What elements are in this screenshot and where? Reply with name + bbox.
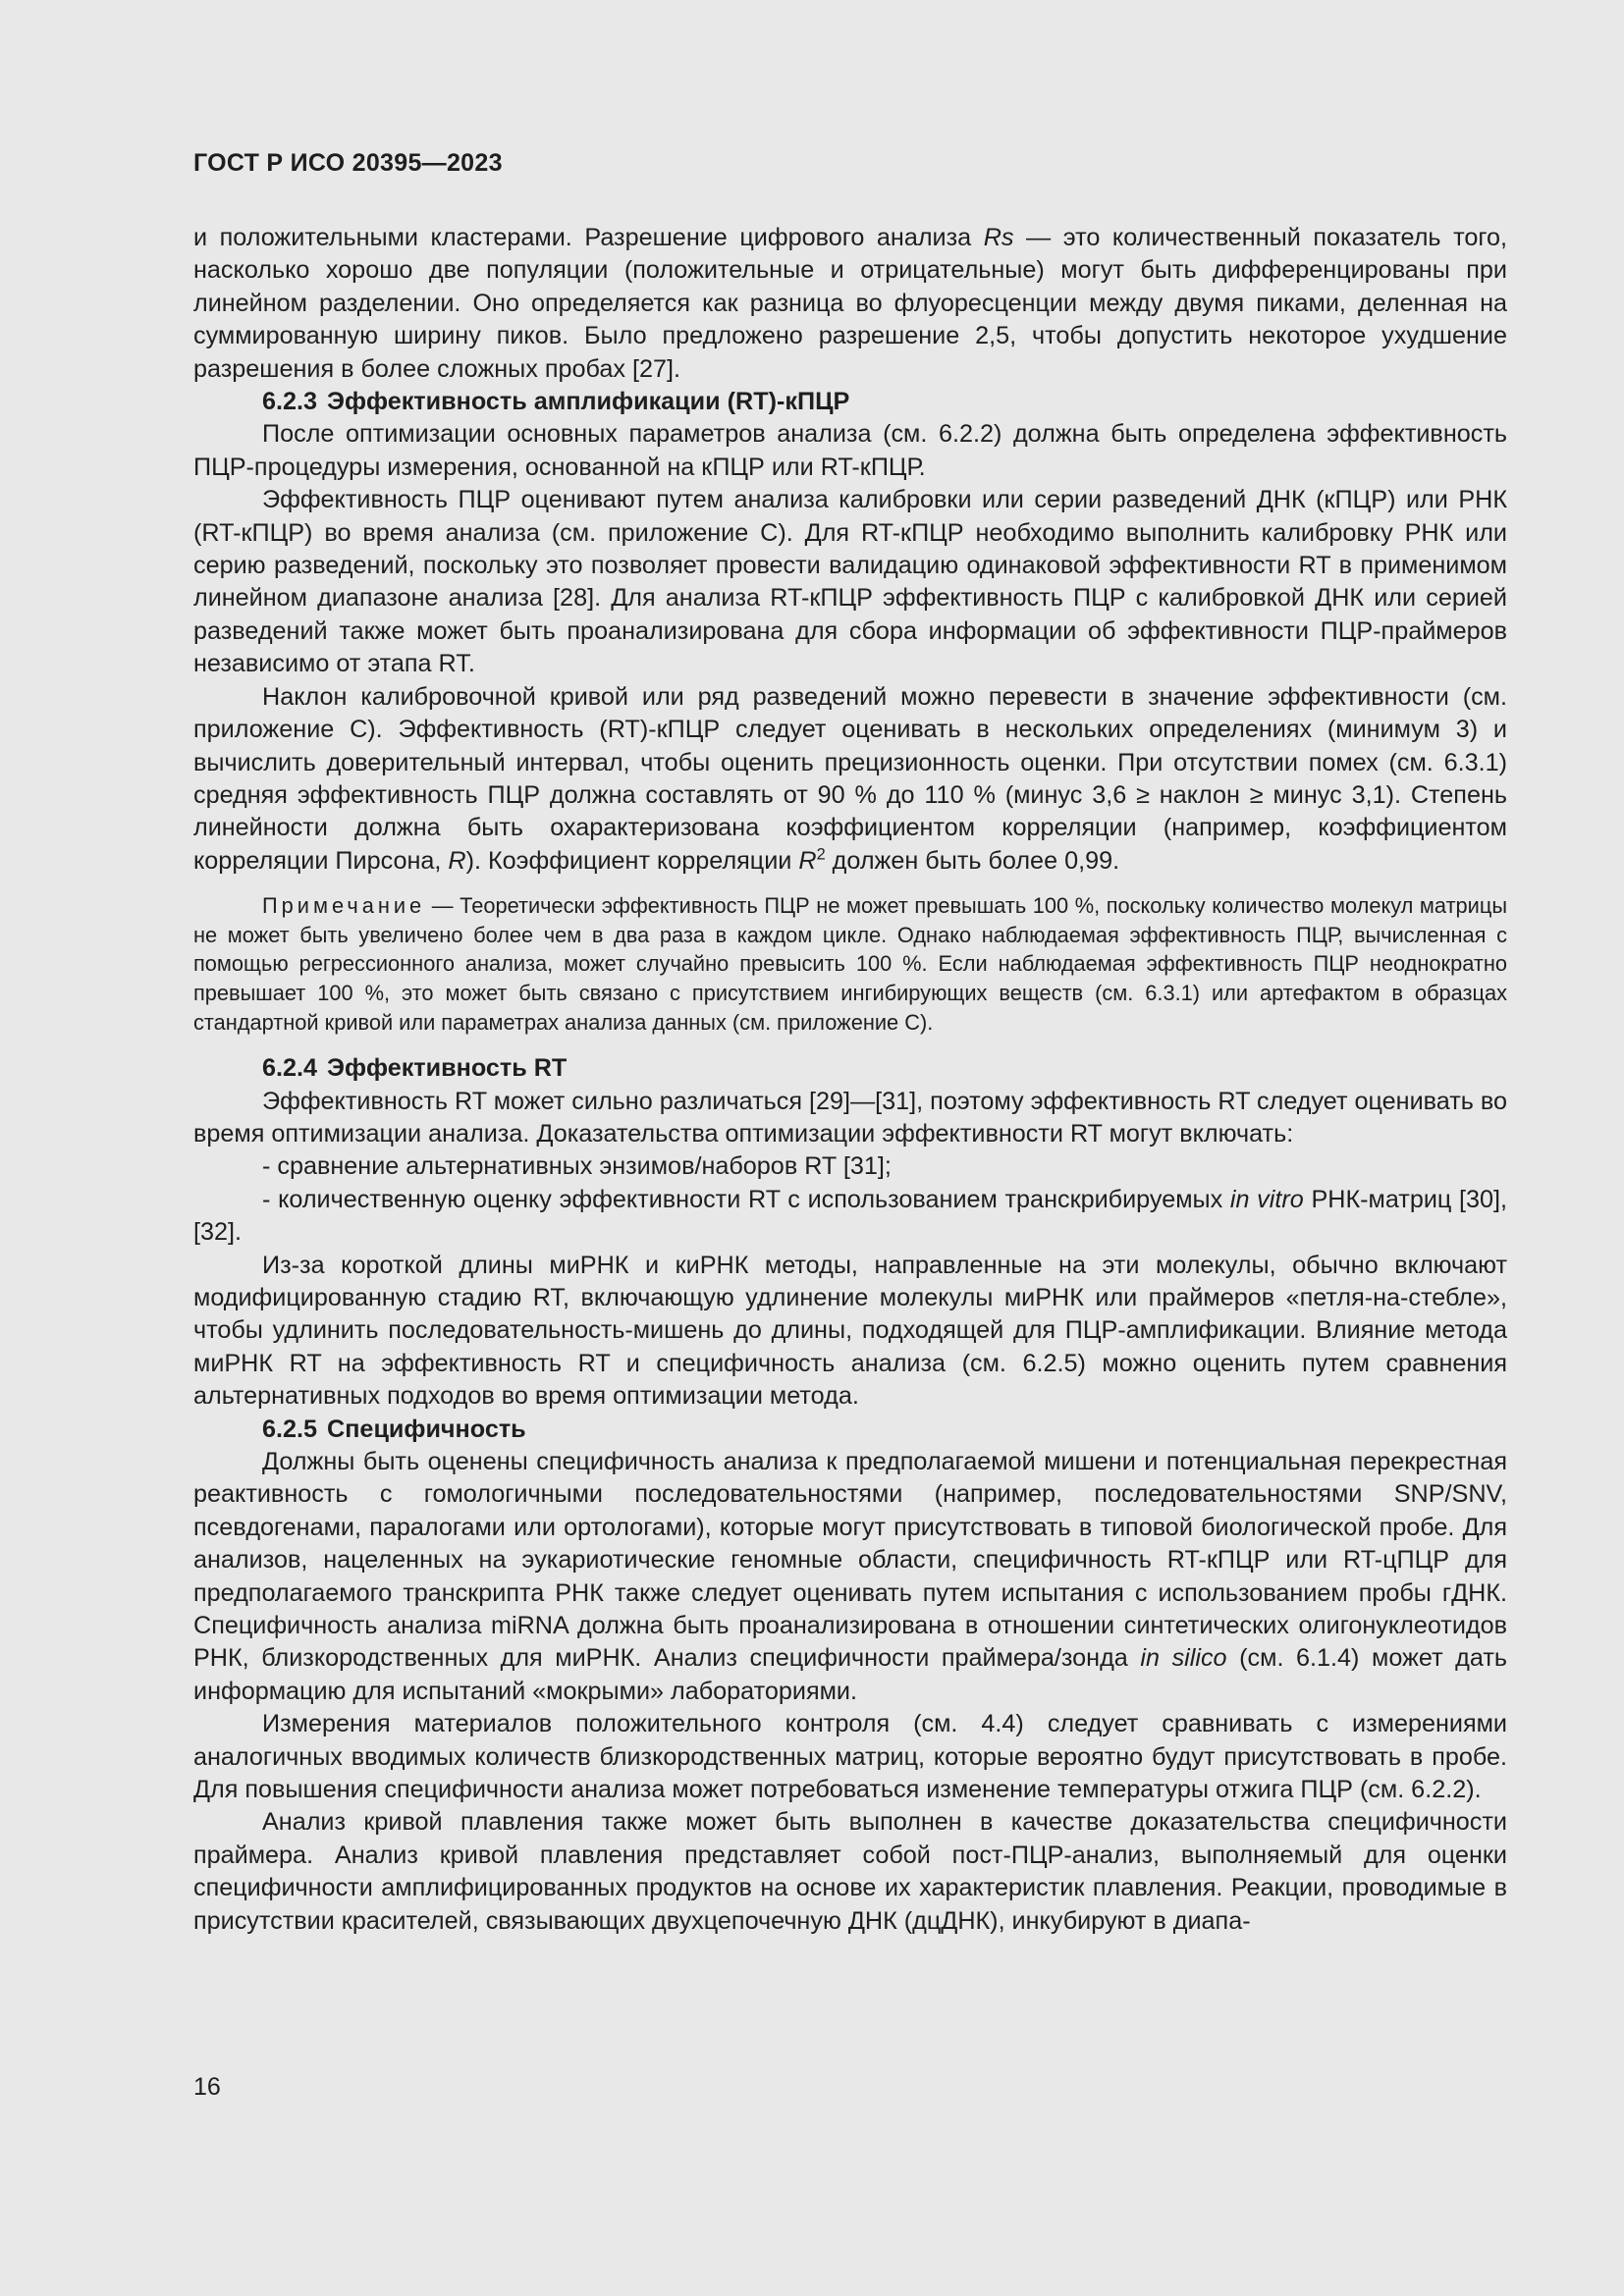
- paragraph: После оптимизации основных параметров анализа (см. 6.2.2) должна быть определена эффективность ПЦР-процедуры измерения, основанной на кПЦР или RT-кПЦР.: [193, 420, 1507, 481]
- note: Примечание — Теоретически эффективность ПЦР не может превышать 100 %, поскольку количество молекул матрицы не может быть увеличено более чем в два раза в каждом цикле. Однако наблюдаемая эффективность ПЦР, вычисленная с помощью регрессионного анализа, может случайно превысить 100 %. Если наблюдаемая эффективность ПЦР неоднократно превышает 100 %, это может быть связано с присутствием ингибирующих веществ (см. 6.3.1) или артефактом в образцах стандартной кривой или параметрах анализа данных (см. приложение С).: [193, 893, 1507, 1035]
- list-item: - количественную оценку эффективности RT с использованием транскрибируемых in vitro РНК-матриц [30], [32].: [193, 1185, 1508, 1247]
- section-heading-6-2-5: 6.2.5 Специфичность: [262, 1415, 526, 1443]
- list-item: - сравнение альтернативных энзимов/наборов RT [31];: [262, 1152, 892, 1181]
- section-heading-6-2-4: 6.2.4 Эффективность RT: [262, 1054, 568, 1083]
- paragraph: Эффективность ПЦР оценивают путем анализа калибровки или серии разведений ДНК (кПЦР) или РНК (RT-кПЦР) во время анализа (см. приложение С). Для RT-кПЦР необходимо выполнить калибровку РНК или серию разведений, поскольку это позволяет провести валидацию одинаковой эффективности RT в применимом линейном диапазоне анализа [28]. Для анализа RT-кПЦР эффективность ПЦР с калибровкой ДНК или серией разведений также может быть проанализирована для сбора информации об эффективности ПЦР-праймеров независимо от этапа RT.: [193, 486, 1507, 678]
- document-header: ГОСТ Р ИСО 20395—2023: [193, 149, 503, 177]
- page-number: 16: [193, 2073, 221, 2101]
- paragraph: Наклон калибровочной кривой или ряд разведений можно перевести в значение эффективности (см. приложение С). Эффективность (RT)-кПЦР следует оценивать в нескольких определениях (минимум 3) и вычислить доверительный интервал, чтобы оценить прецизионность оценки. При отсутствии помех (см. 6.3.1) средняя эффективность ПЦР должна составлять от 90 % до 110 % (минус 3,6 ≥ наклон ≥ минус 3,1). Степень линейности должна быть охарактеризована коэффициентом корреляции (например, коэффициентом корреляции Пирсона, R). Коэффициент корреляции $R^2$ должен быть более 0,99.: [193, 682, 1507, 875]
- note-label: Примечание: [262, 893, 426, 919]
- paragraph: Должны быть оценены специфичность анализа к предполагаемой мишени и потенциальная перекрестная реактивность с гомологичными последовательностями (например, последовательностями SNP/SNV, псевдогенами, паралогами или ортологами), которые могут присутствовать в типовой биологической пробе. Для анализов, нацеленных на эукариотические геномные области, специфичность RT-кПЦР или RT-цПЦР для предполагаемого транскрипта РНК также следует оценивать путем испытания с использованием пробы гДНК. Специфичность анализа miRNA должна быть проанализирована в отношении синтетических олигонуклеотидов РНК, близкородственных для миРНК. Анализ специфичности праймера/зонда in silico (см. 6.1.4) может дать информацию для испытаний «мокрыми» лабораториями.: [193, 1447, 1507, 1705]
- paragraph: Из-за короткой длины миРНК и киРНК методы, направленные на эти молекулы, обычно включают модифицированную стадию RT, включающую удлинение молекулы миРНК или праймеров «петля-на-стебле», чтобы удлинить последовательность-мишень до длины, подходящей для ПЦР-амплификации. Влияние метода миРНК RT на эффективность RT и специфичность анализа (см. 6.2.5) можно оценить путем сравнения альтернативных подходов во время оптимизации метода.: [193, 1251, 1507, 1411]
- paragraph: Анализ кривой плавления также может быть выполнен в качестве доказательства специфичности праймера. Анализ кривой плавления представляет собой пост-ПЦР-анализ, выполняемый для оценки специфичности амплифицированных продуктов на основе их характеристик плавления. Реакции, проводимые в присутствии красителей, связывающих двухцепочечную ДНК (дцДНК), инкубируют в диапа-: [193, 1808, 1507, 1935]
- paragraph: Измерения материалов положительного контроля (см. 4.4) следует сравнивать с измерениями аналогичных вводимых количеств близкородственных матриц, которые вероятно будут присутствовать в пробе. Для повышения специфичности анализа может потребоваться изменение температуры отжига ПЦР (см. 6.2.2).: [193, 1710, 1507, 1804]
- paragraph: Эффективность RT может сильно различаться [29]—[31], поэтому эффективность RT следует оценивать во время оптимизации анализа. Доказательства оптимизации эффективности RT могут включать:: [193, 1087, 1507, 1148]
- page-content: [193, 222, 1507, 1938]
- section-heading-6-2-3: 6.2.3 Эффективность амплификации (RT)-кПЦР: [262, 388, 850, 416]
- paragraph: и положительными кластерами. Разрешение цифрового анализа Rs — это количественный показатель того, насколько хорошо две популяции (положительные и отрицательные) могут быть дифференцированы при линейном разделении. Оно определяется как разница во флуоресценции между двумя пиками, деленная на суммированную ширину пиков. Было предложено разрешение 2,5, чтобы допустить некоторое ухудшение разрешения в более сложных пробах [27].: [193, 224, 1507, 383]
